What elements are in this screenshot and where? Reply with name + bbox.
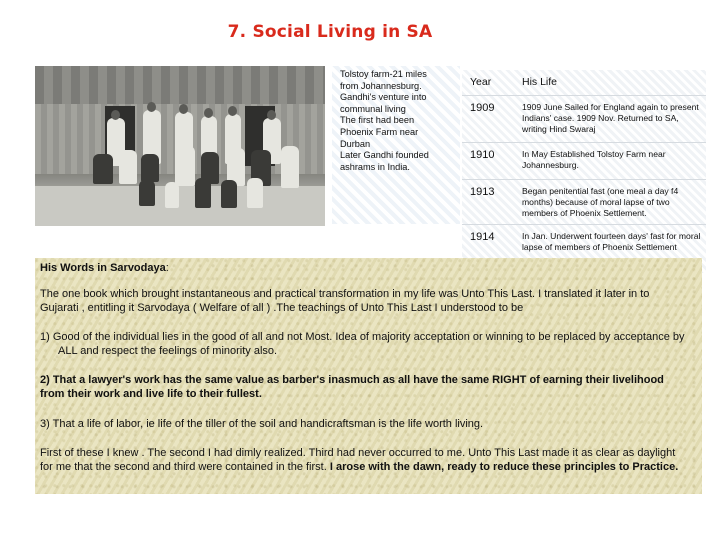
point-two: 2) That a lawyer's work has the same value as barber's inasmuch as all have the same RIGHT of earning their livelihood from their work and live life to their fullest. xyxy=(40,374,664,400)
table-row xyxy=(462,96,706,143)
tolstoy-farm-photo xyxy=(35,66,325,226)
table-header-row xyxy=(462,70,706,96)
caption-line: Tolstoy farm-21 miles xyxy=(340,69,427,79)
caption-line: Gandhi's venture into xyxy=(340,92,427,103)
section-heading-colon: : xyxy=(165,262,169,274)
sarvodaya-quote-panel xyxy=(35,258,702,494)
caption-line: Later Gandhi founded xyxy=(340,150,429,161)
life-timeline-table xyxy=(462,70,706,273)
point-three: 3) That a life of labor, ie life of the tiller of the soil and handicraftsman is the life worth living. xyxy=(40,418,484,430)
closing-bold-text: I arose with the dawn, ready to reduce these principles to Practice. xyxy=(329,461,679,473)
intro-paragraph: The one book which brought instantaneous and practical transformation in my life was Unto This Last. I translated it later in to Gujarati , entitling it Sarvodaya ( Welfare of all ) .The teachings of Unto This Last I understood to be xyxy=(40,288,650,314)
slide-title: 7. Social Living in SA xyxy=(227,22,433,42)
section-heading-text: His Words in Sarvodaya xyxy=(40,262,166,274)
page-number: 9 xyxy=(674,492,696,532)
caption-line: Phoenix Farm near xyxy=(340,126,419,137)
caption-line: communal living xyxy=(340,103,406,114)
year-column-header: Year xyxy=(462,70,510,96)
event-cell: In May Established Tolstoy Farm near Johannesburg. xyxy=(510,143,706,180)
photo-caption xyxy=(332,66,460,224)
section-heading xyxy=(40,261,690,275)
life-column-header: His Life xyxy=(510,70,706,96)
caption-line: Durban xyxy=(340,138,371,149)
closing-text: First of these I knew . The second I had dimly realized. Third had never occurred to me. Unto This Last made it as clear as daylight for me that the second and third were contained in the first. xyxy=(40,447,676,473)
year-cell: 1914 xyxy=(470,231,495,243)
event-cell: In Jan. Underwent fourteen days' fast for moral lapse of members of Phoenix Settlement xyxy=(522,231,701,252)
closing-paragraph xyxy=(40,446,690,474)
year-cell: 1910 xyxy=(462,143,510,180)
year-cell: 1913 xyxy=(462,180,510,225)
caption-line: The first had been xyxy=(340,115,415,126)
event-cell: 1909 June Sailed for England again to present Indians' case. 1909 Nov. Returned to SA, writing Hind Swaraj xyxy=(510,96,706,143)
point-one: 1) Good of the individual lies in the good of all and not Most. Idea of majority acceptation or winning to be replaced by acceptance by ALL and respect the feelings of minority also. xyxy=(40,331,685,357)
table-row xyxy=(462,143,706,180)
year-cell: 1909 xyxy=(462,96,510,143)
event-cell: Began penitential fast (one meal a day f4 months) because of moral lapse of two members of Phoenix Settlement. xyxy=(510,180,706,225)
table-row xyxy=(462,180,706,225)
caption-line: from Johannesburg. xyxy=(340,80,422,91)
caption-line: ashrams in India. xyxy=(340,161,410,172)
